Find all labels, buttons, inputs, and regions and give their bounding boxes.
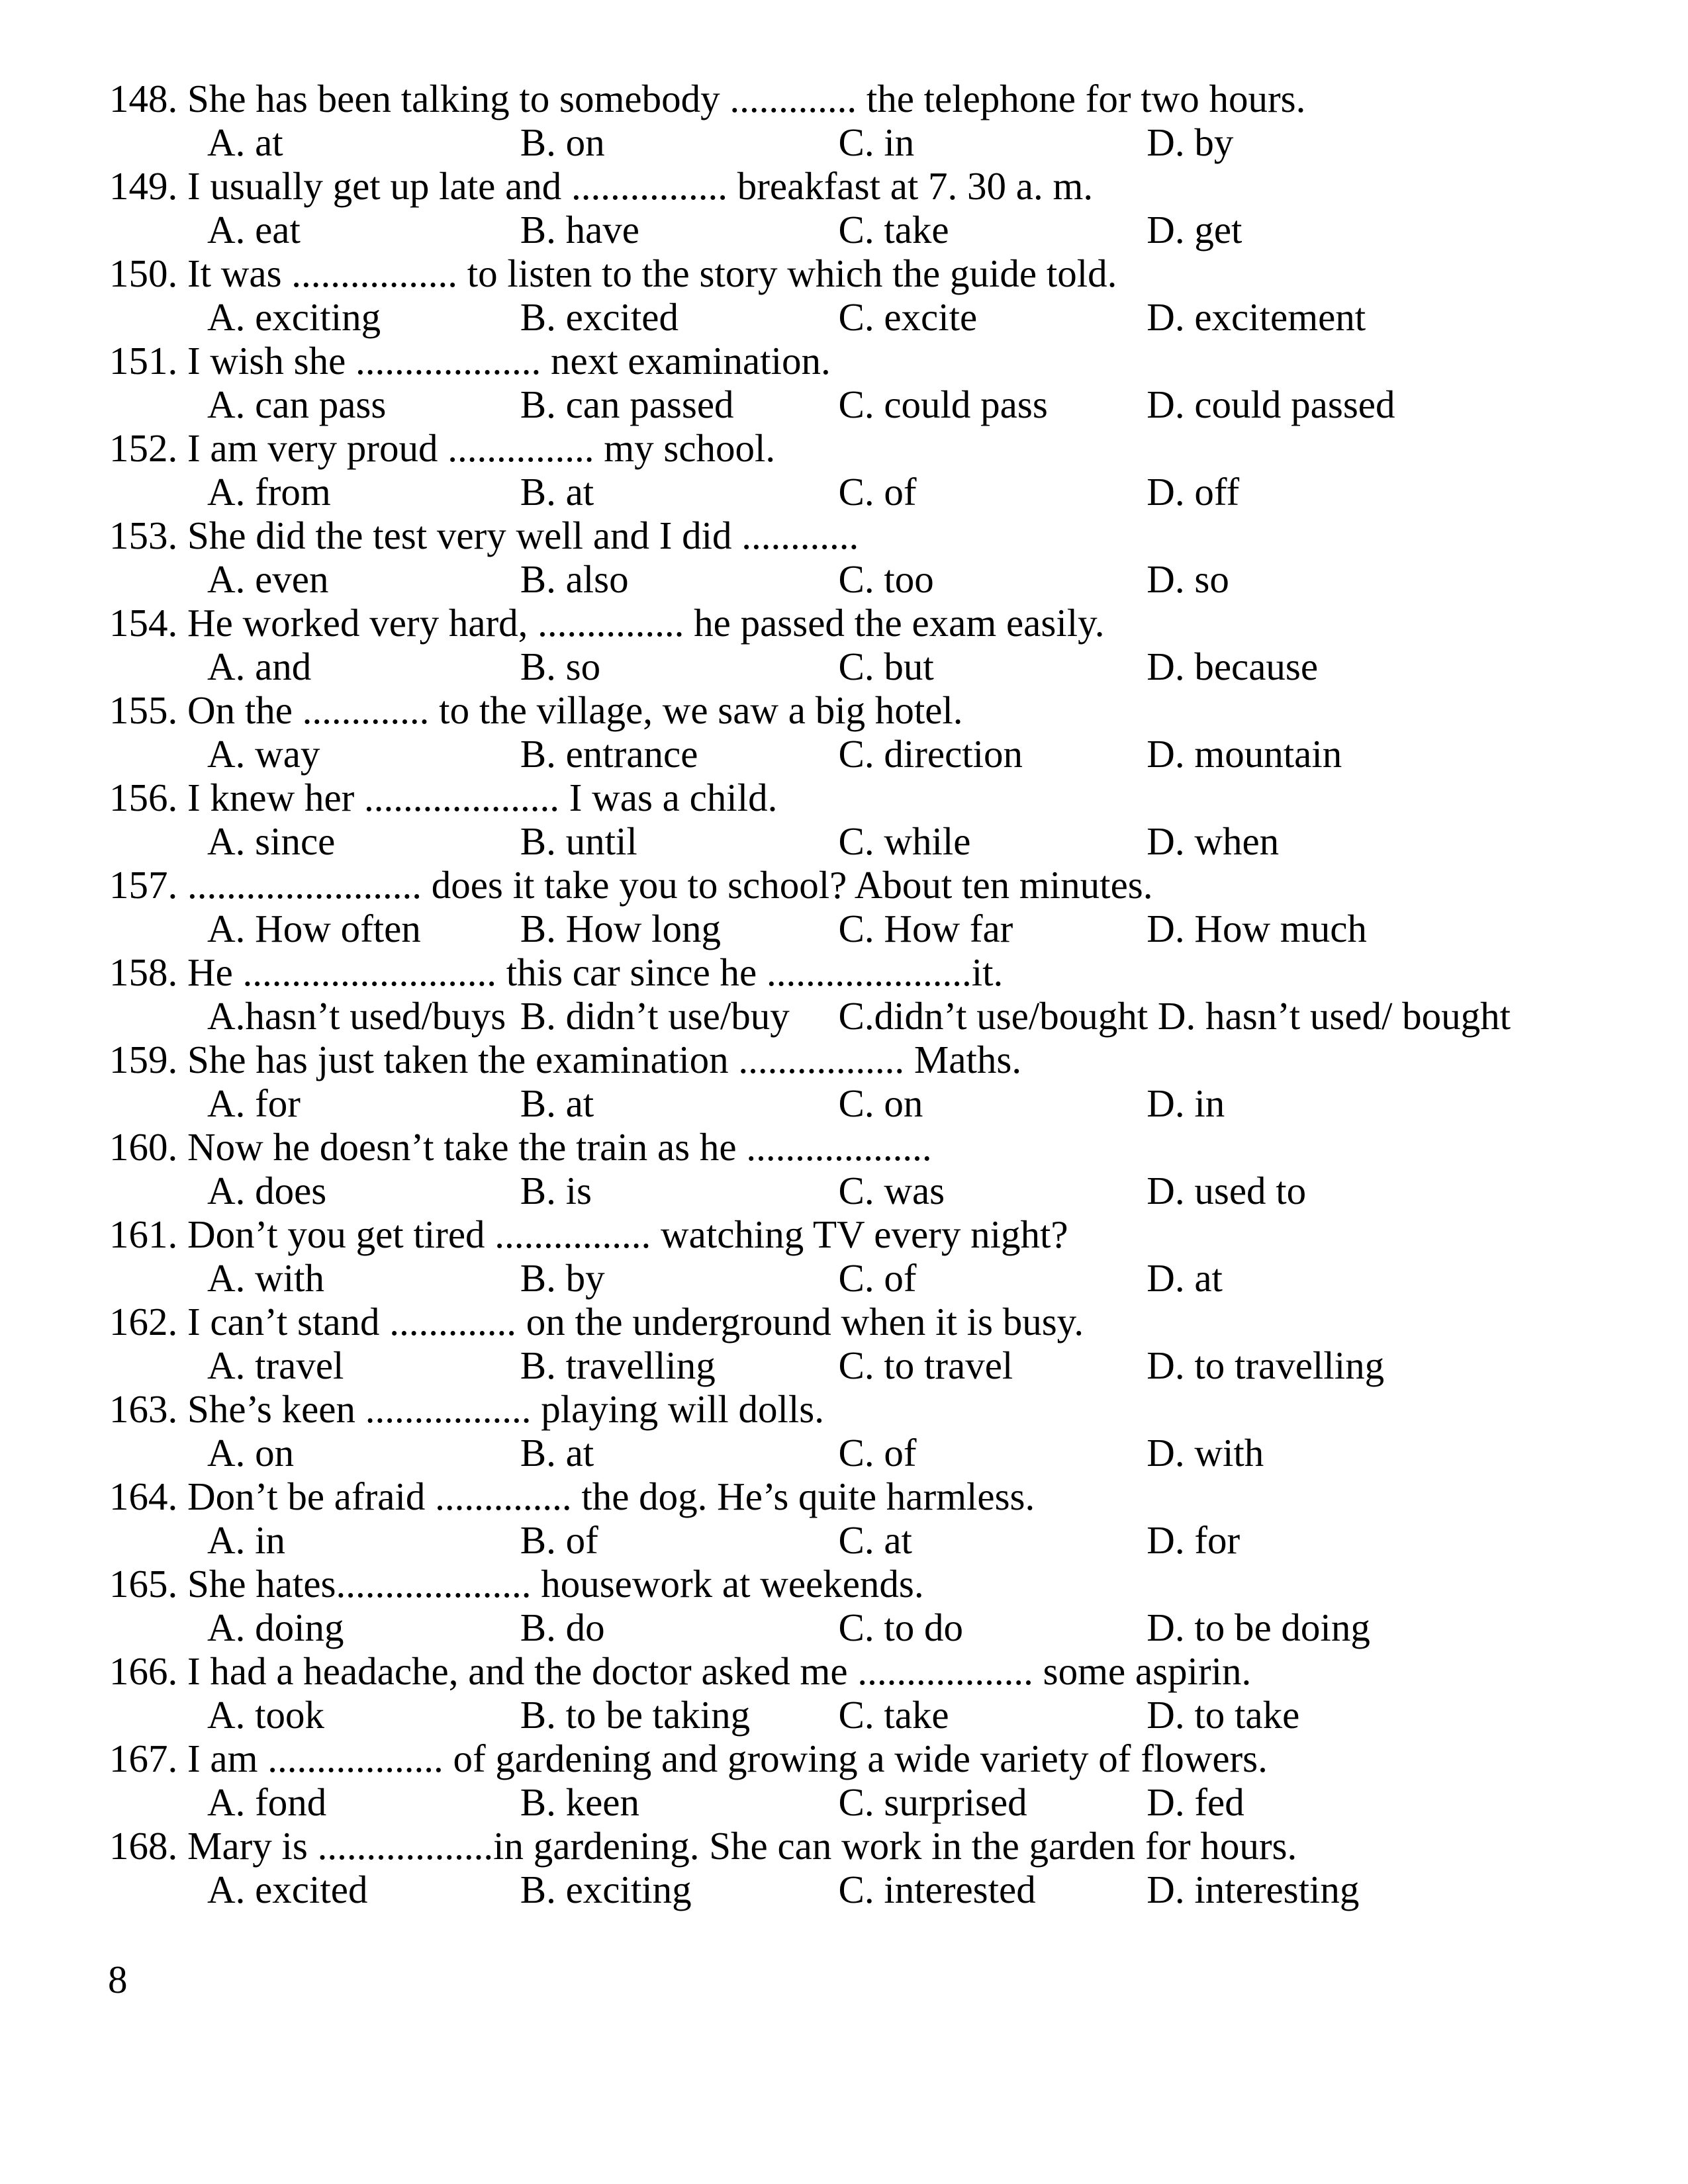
question-text: 155. On the ............. to the village, we saw a big hotel. xyxy=(109,688,963,732)
option-a: A. on xyxy=(207,1431,295,1475)
option-b: B. at xyxy=(520,1431,594,1475)
option-a: A. way xyxy=(207,732,320,776)
question-text: 165. She hates.................... housework at weekends. xyxy=(109,1562,924,1606)
option-c: C. excite xyxy=(838,295,978,339)
option-a: A. exciting xyxy=(207,295,381,339)
option-d: D. so xyxy=(1147,557,1229,601)
option-d: D. off xyxy=(1147,470,1240,514)
option-c: C. in xyxy=(838,120,915,164)
option-c: C.didn’t use/bought xyxy=(838,994,1149,1038)
option-a: A. in xyxy=(207,1518,285,1562)
question-block xyxy=(109,339,1511,426)
question-block xyxy=(109,1300,1511,1387)
options-row xyxy=(109,1431,1511,1475)
option-b: B. keen xyxy=(520,1780,639,1824)
option-c: C. take xyxy=(838,208,949,251)
option-a: A. How often xyxy=(207,907,421,950)
question-block xyxy=(109,514,1511,601)
option-d: D. for xyxy=(1147,1518,1241,1562)
option-c: C. on xyxy=(838,1081,923,1125)
option-a: A. fond xyxy=(207,1780,327,1824)
option-b: B. of xyxy=(520,1518,598,1562)
option-b: B. at xyxy=(520,1081,594,1125)
option-d: D. by xyxy=(1147,120,1234,164)
option-b: B. excited xyxy=(520,295,679,339)
option-a: A. even xyxy=(207,557,329,601)
option-a: A. eat xyxy=(207,208,301,251)
option-a: A. doing xyxy=(207,1606,344,1649)
question-block xyxy=(109,1562,1511,1649)
option-a: A. from xyxy=(207,470,331,514)
question-text: 151. I wish she ................... next examination. xyxy=(109,339,831,383)
option-a: A. took xyxy=(207,1693,324,1737)
question-text: 154. He worked very hard, ............... he passed the exam easily. xyxy=(109,601,1105,645)
question-block xyxy=(109,1387,1511,1475)
option-c: C. of xyxy=(838,1431,917,1475)
question-text: 163. She’s keen ................. playing will dolls. xyxy=(109,1387,824,1431)
option-d: D. hasn’t used/ bought xyxy=(1157,994,1511,1038)
option-d: D. interesting xyxy=(1147,1868,1360,1911)
option-b: B. travelling xyxy=(520,1343,716,1387)
option-a: A. can pass xyxy=(207,383,387,426)
option-c: C. take xyxy=(838,1693,949,1737)
option-a: A. for xyxy=(207,1081,301,1125)
question-block xyxy=(109,863,1511,950)
option-d: D. fed xyxy=(1147,1780,1244,1824)
question-text: 160. Now he doesn’t take the train as he ................... xyxy=(109,1125,932,1169)
option-d: D. could passed xyxy=(1147,383,1395,426)
question-text: 148. She has been talking to somebody ............. the telephone for two hours. xyxy=(109,77,1306,120)
option-a: A.hasn’t used/buys xyxy=(207,994,506,1038)
options-row xyxy=(109,1693,1511,1737)
option-a: A. at xyxy=(207,120,283,164)
question-block xyxy=(109,251,1511,339)
option-d: D. How much xyxy=(1147,907,1367,950)
question-list xyxy=(109,77,1511,1911)
question-block xyxy=(109,950,1511,1038)
option-d: D. used to xyxy=(1147,1169,1307,1212)
option-b: B. also xyxy=(520,557,629,601)
option-b: B. to be taking xyxy=(520,1693,751,1737)
page-number: 8 xyxy=(108,1958,128,2001)
options-row xyxy=(109,120,1511,164)
options-row xyxy=(109,645,1511,688)
question-text: 158. He .......................... this car since he .....................it. xyxy=(109,950,1004,994)
option-a: A. with xyxy=(207,1256,324,1300)
option-c: C. at xyxy=(838,1518,912,1562)
question-text: 150. It was ................. to listen to the story which the guide told. xyxy=(109,251,1117,295)
option-d: D. with xyxy=(1147,1431,1264,1475)
question-text: 166. I had a headache, and the doctor asked me .................. some aspirin. xyxy=(109,1649,1252,1693)
option-b: B. is xyxy=(520,1169,592,1212)
option-d: D. because xyxy=(1147,645,1319,688)
question-text: 167. I am .................. of gardening and growing a wide variety of flowers. xyxy=(109,1737,1268,1780)
question-text: 149. I usually get up late and ................ breakfast at 7. 30 a. m. xyxy=(109,164,1094,208)
options-row xyxy=(109,732,1511,776)
option-b: B. entrance xyxy=(520,732,698,776)
question-text: 164. Don’t be afraid .............. the dog. He’s quite harmless. xyxy=(109,1475,1035,1518)
option-c: C. but xyxy=(838,645,934,688)
option-c: C. How far xyxy=(838,907,1013,950)
option-d: D. to take xyxy=(1147,1693,1300,1737)
option-b: B. on xyxy=(520,120,605,164)
question-block xyxy=(109,1125,1511,1212)
options-row xyxy=(109,295,1511,339)
option-d: D. mountain xyxy=(1147,732,1342,776)
question-text: 159. She has just taken the examination ................. Maths. xyxy=(109,1038,1022,1081)
option-b: B. have xyxy=(520,208,639,251)
question-block xyxy=(109,1212,1511,1300)
option-c: C. of xyxy=(838,1256,917,1300)
option-a: A. does xyxy=(207,1169,327,1212)
question-block xyxy=(109,601,1511,688)
option-d: D. excitement xyxy=(1147,295,1366,339)
option-c: C. too xyxy=(838,557,934,601)
question-text: 153. She did the test very well and I did ............ xyxy=(109,514,859,557)
option-b: B. so xyxy=(520,645,601,688)
option-a: A. travel xyxy=(207,1343,344,1387)
options-row xyxy=(109,208,1511,251)
option-a: A. and xyxy=(207,645,312,688)
question-text: 156. I knew her .................... I was a child. xyxy=(109,776,778,819)
option-c: C. was xyxy=(838,1169,945,1212)
option-c: C. of xyxy=(838,470,917,514)
option-b: B. until xyxy=(520,819,637,863)
option-c: C. could pass xyxy=(838,383,1048,426)
option-d: D. get xyxy=(1147,208,1243,251)
option-c: C. to travel xyxy=(838,1343,1013,1387)
question-text: 152. I am very proud ............... my school. xyxy=(109,426,776,470)
question-block xyxy=(109,1737,1511,1824)
options-row xyxy=(109,1256,1511,1300)
option-d: D. in xyxy=(1147,1081,1225,1125)
option-b: B. can passed xyxy=(520,383,734,426)
option-b: B. at xyxy=(520,470,594,514)
question-block xyxy=(109,776,1511,863)
options-row xyxy=(109,1868,1511,1911)
option-b: B. do xyxy=(520,1606,605,1649)
options-row xyxy=(109,383,1511,426)
options-row xyxy=(109,1081,1511,1125)
question-block xyxy=(109,164,1511,251)
option-c: C. to do xyxy=(838,1606,963,1649)
option-d: D. to be doing xyxy=(1147,1606,1370,1649)
option-d: D. when xyxy=(1147,819,1280,863)
question-block xyxy=(109,1475,1511,1562)
option-c: C. surprised xyxy=(838,1780,1027,1824)
options-row xyxy=(109,907,1511,950)
options-row xyxy=(109,1606,1511,1649)
option-b: B. How long xyxy=(520,907,721,950)
option-d: D. to travelling xyxy=(1147,1343,1385,1387)
options-row xyxy=(109,1343,1511,1387)
question-text: 157. ........................ does it take you to school? About ten minutes. xyxy=(109,863,1153,907)
option-a: A. excited xyxy=(207,1868,368,1911)
option-d: D. at xyxy=(1147,1256,1223,1300)
question-block xyxy=(109,426,1511,514)
question-text: 162. I can’t stand ............. on the underground when it is busy. xyxy=(109,1300,1084,1343)
question-text: 168. Mary is ..................in gardening. She can work in the garden for hours. xyxy=(109,1824,1297,1868)
question-block xyxy=(109,1649,1511,1737)
question-block xyxy=(109,77,1511,164)
question-block xyxy=(109,688,1511,776)
question-text: 161. Don’t you get tired ................ watching TV every night? xyxy=(109,1212,1068,1256)
options-row xyxy=(109,1780,1511,1824)
option-b: B. exciting xyxy=(520,1868,692,1911)
option-c: C. interested xyxy=(838,1868,1036,1911)
option-b: B. by xyxy=(520,1256,605,1300)
options-row xyxy=(109,994,1511,1038)
options-row xyxy=(109,557,1511,601)
option-b: B. didn’t use/buy xyxy=(520,994,790,1038)
options-row xyxy=(109,1169,1511,1212)
options-row xyxy=(109,1518,1511,1562)
option-c: C. direction xyxy=(838,732,1023,776)
options-row xyxy=(109,470,1511,514)
options-row xyxy=(109,819,1511,863)
option-c: C. while xyxy=(838,819,971,863)
question-block xyxy=(109,1038,1511,1125)
question-block xyxy=(109,1824,1511,1911)
option-a: A. since xyxy=(207,819,336,863)
